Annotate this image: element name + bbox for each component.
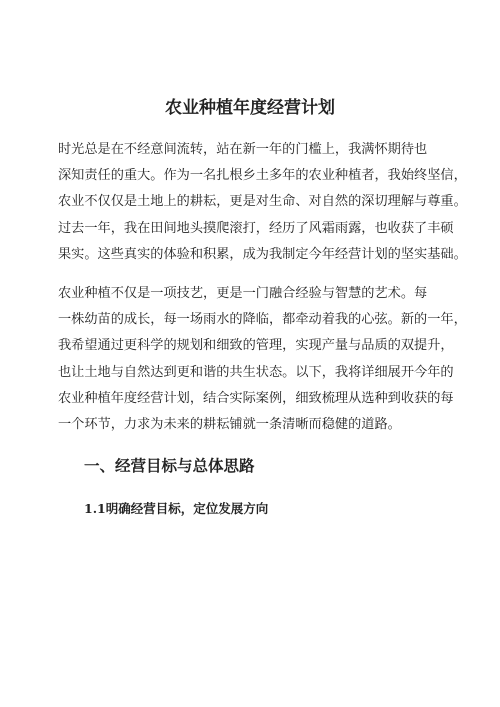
paragraph-line: 也让土地与自然达到更和谐的共生状态。以下，我将详细展开今年的	[58, 364, 454, 380]
paragraph-line: 农业种植年度经营计划，结合实际案例，细致梳理从选种到收获的每	[58, 390, 454, 406]
paragraph-line: 我希望通过更科学的规划和细致的管理，实现产量与品质的双提升，	[58, 338, 454, 354]
paragraph-line: 农业不仅仅是土地上的耕耘，更是对生命、对自然的深切理解与尊重。	[58, 194, 467, 210]
paragraph-line: 农业种植不仅是一项技艺，更是一门融合经验与智慧的艺术。每	[58, 286, 428, 301]
paragraph-plan-overview	[58, 281, 467, 438]
paragraph-line: 果实。这些真实的体验和积累，成为我制定今年经营计划的坚实基础。	[58, 246, 467, 262]
document-title: 农业种植年度经营计划	[165, 98, 335, 118]
sub-heading-number: 1.1	[84, 501, 106, 516]
paragraph-intro	[58, 137, 467, 268]
paragraph-line: 时光总是在不经意间流转，站在新一年的门槛上，我满怀期待也	[58, 142, 428, 157]
paragraph-line: 一个环节，力求为未来的耕耘铺就一条清晰而稳健的道路。	[58, 417, 401, 433]
sub-heading	[84, 500, 268, 518]
sub-heading-text: 明确经营目标，定位发展方向	[105, 501, 269, 516]
paragraph-line: 深知责任的重大。作为一名扎根乡土多年的农业种植者，我始终坚信，	[58, 168, 467, 184]
paragraph-line: 过去一年，我在田间地头摸爬滚打，经历了风霜雨露，也收获了丰硕	[58, 220, 454, 236]
paragraph-line: 一株幼苗的成长，每一场雨水的降临，都牵动着我的心弦。新的一年，	[58, 312, 467, 328]
section-heading: 一、经营目标与总体思路	[84, 457, 255, 475]
